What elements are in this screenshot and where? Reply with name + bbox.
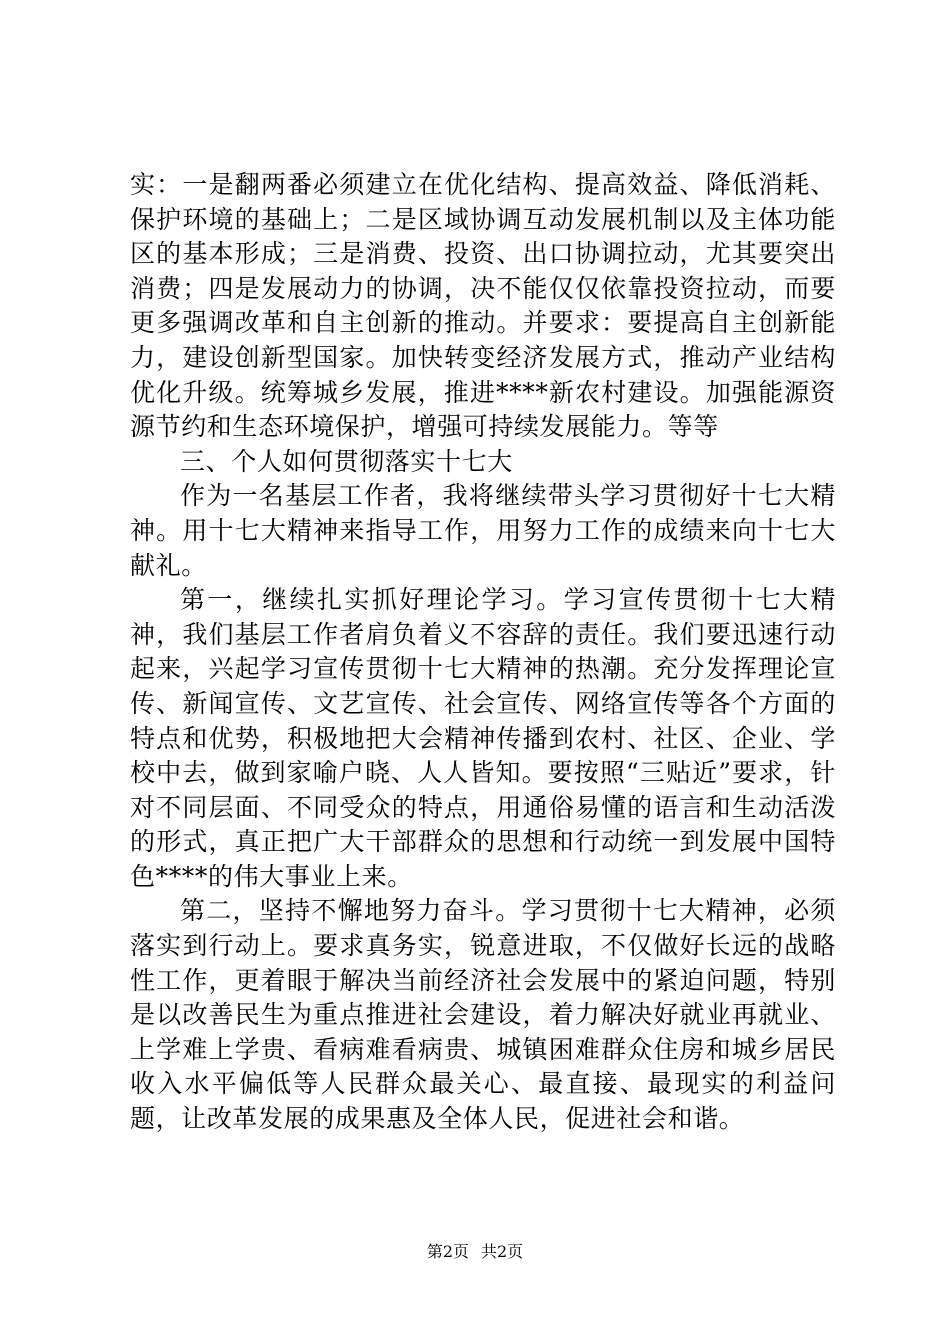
- paragraph-intro: 作为一名基层工作者，我将继续带头学习贯彻好十七大精神。用十七大精神来指导工作，用努力工作的成绩来向十七大献礼。: [130, 481, 836, 580]
- section-heading: 三、个人如何贯彻落实十七大: [180, 446, 513, 476]
- paragraph-continuation: 实：一是翻两番必须建立在优化结构、提高效益、降低消耗、保护环境的基础上；二是区域协调互动发展机制以及主体功能区的基本形成；三是消费、投资、出口协调拉动，尤其要突出消费；四是发展动力的协调，决不能仅仅依靠投资拉动，而要更多强调改革和自主创新的推动。并要求：要提高自主创新能力，建设创新型国家。加快转变经济发展方式，推动产业结构优化升级。统筹城乡发展，推进****新农村建设。加强能源资源节约和生态环境保护，增强可持续发展能力。等等: [130, 170, 836, 442]
- paragraph-second: 第二，坚持不懈地努力奋斗。学习贯彻十七大精神，必须落实到行动上。要求真务实，锐意进取，不仅做好长远的战略性工作，更着眼于解决当前经济社会发展中的紧迫问题，特别是以改善民生为重点推进社会建设，着力解决好就业再就业、上学难上学贵、看病难看病贵、城镇困难群众住房和城乡居民收入水平偏低等人民群众最关心、最直接、最现实的利益问题，让改革发展的成果惠及全体人民，促进社会和谐。: [130, 896, 836, 1134]
- page-footer: [0, 1242, 950, 1262]
- page-total: 共2页: [481, 1242, 524, 1261]
- paragraph-first: 第一，继续扎实抓好理论学习。学习宣传贯彻十七大精神，我们基层工作者肩负着义不容辞的责任。我们要迅速行动起来，兴起学习宣传贯彻十七大精神的热潮。充分发挥理论宣传、新闻宣传、文艺宣传、社会宣传、网络宣传等各个方面的特点和优势，积极地把大会精神传播到农村、社区、企业、学校中去，做到家喻户晓、人人皆知。要按照“三贴近”要求，针对不同层面、不同受众的特点，用通俗易懂的语言和生动活泼的形式，真正把广大干部群众的思想和行动统一到发展中国特色****的伟大事业上来。: [130, 585, 836, 891]
- page-number: 第2页: [426, 1242, 469, 1261]
- document-body: [130, 168, 836, 1137]
